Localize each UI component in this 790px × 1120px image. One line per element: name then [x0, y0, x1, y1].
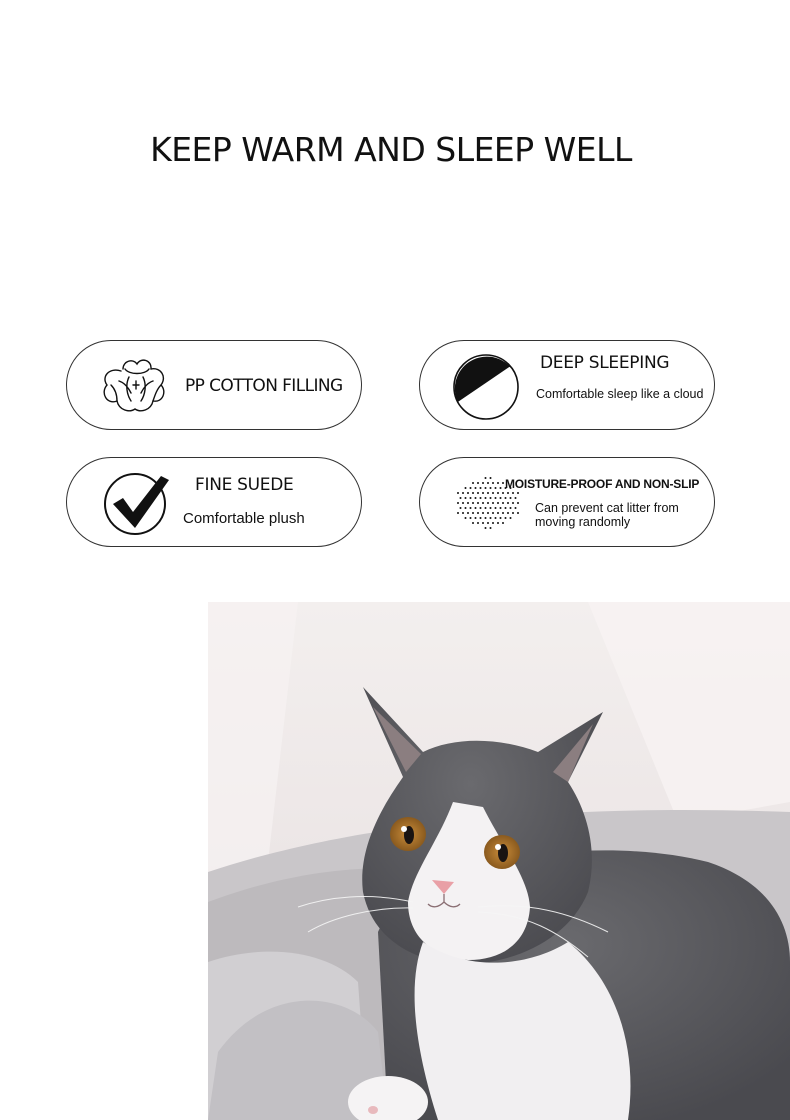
- feature-fine-suede: [66, 457, 362, 547]
- cat-photo: [208, 602, 790, 1120]
- feature-title: FINE SUEDE: [195, 475, 294, 495]
- page-headline: KEEP WARM AND SLEEP WELL: [150, 130, 632, 169]
- feature-pp-cotton-filling: [66, 340, 362, 430]
- feature-subtitle: Can prevent cat litter from moving randomly: [535, 501, 679, 529]
- checkmark-icon: [103, 470, 169, 536]
- feature-subtitle: Comfortable plush: [183, 510, 305, 527]
- feature-title: MOISTURE-PROOF AND NON-SLIP: [505, 477, 700, 491]
- feature-title: DEEP SLEEPING: [540, 353, 670, 373]
- feature-title: PP COTTON FILLING: [185, 376, 343, 396]
- feature-subtitle: Comfortable sleep like a cloud: [536, 387, 704, 401]
- half-moon-icon: [452, 353, 520, 421]
- feature-deep-sleeping: [419, 340, 715, 430]
- feature-moisture-proof: [419, 457, 715, 547]
- cotton-icon: [95, 355, 173, 415]
